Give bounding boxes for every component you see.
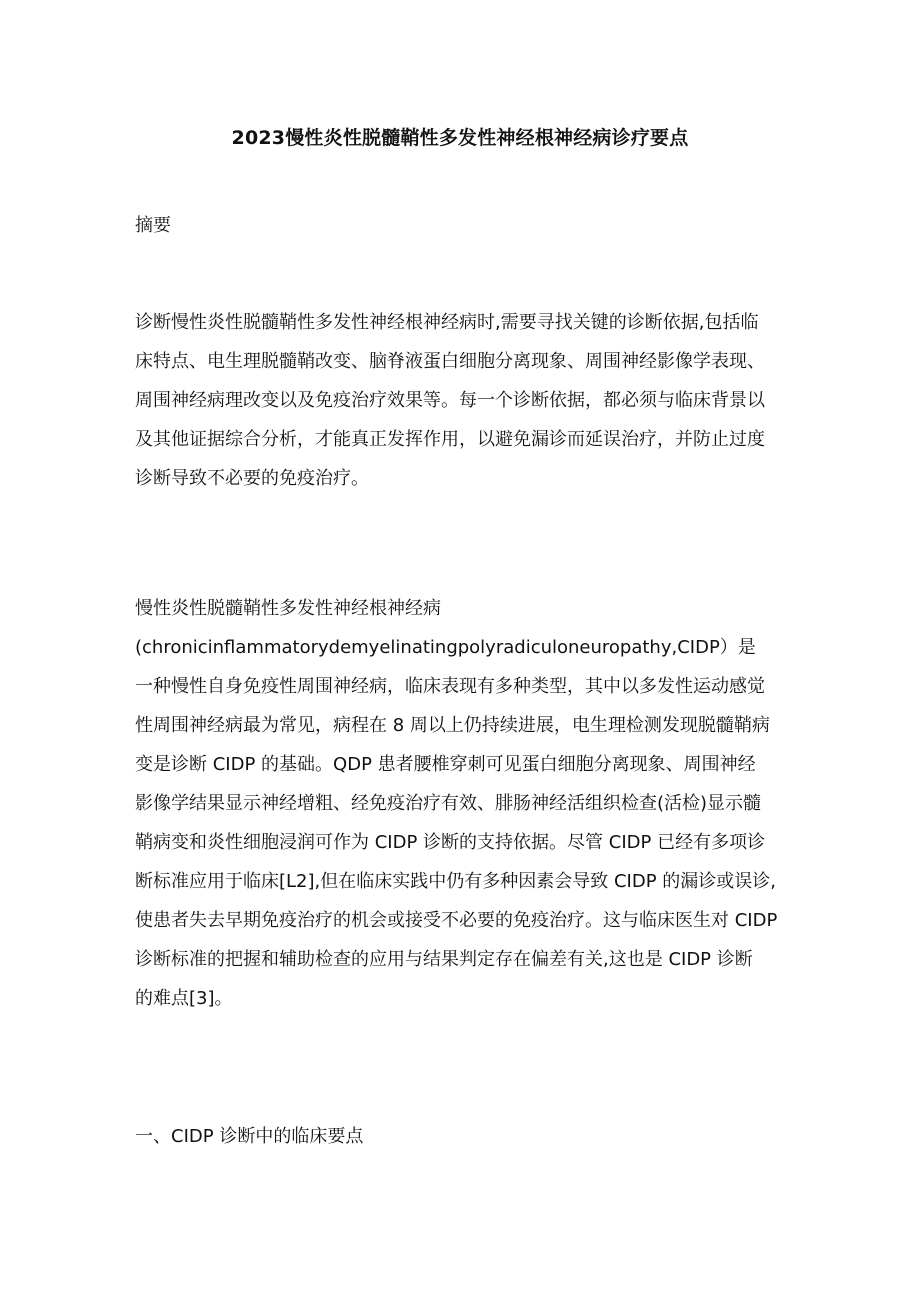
paragraph-line: 断标准应用于临床[L2],但在临床实践中仍有多种因素会导致 CIDP 的漏诊或误诊, (135, 871, 777, 892)
spread-char: 性 (315, 598, 333, 619)
intro-paragraph (135, 589, 795, 1018)
paragraph-line: 诊断慢性炎性脱髓鞘性多发性神经根神经病时,需要寻找关键的诊断依据,包括临 (135, 312, 759, 333)
paragraph-line: 床特点、电生理脱髓鞘改变、脑脊液蛋白细胞分离现象、周围神经影像学表现、 (135, 351, 765, 372)
paragraph-line: 变是诊断 CIDP 的基础。QDP 患者腰椎穿刺可见蛋白细胞分离现象、周围神经 (135, 754, 756, 775)
spread-char: 性 (153, 598, 171, 619)
paragraph-line: 诊断标准的把握和辅助检查的应用与结果判定存在偏差有关,这也是 CIDP 诊断 (135, 949, 753, 970)
paragraph-line: 影像学结果显示神经增粗、经免疫治疗有效、腓肠神经活组织检查(活检)显示髓 (135, 793, 762, 814)
spread-char: 经 (405, 598, 423, 619)
paragraph-line: (chronicinflammatorydemyelinatingpolyradiculoneuropathy,CIDP）是 (135, 637, 756, 658)
spread-char: 神 (333, 598, 351, 619)
spread-char: 神 (387, 598, 405, 619)
spread-char: 性 (261, 598, 279, 619)
spread-char: 根 (369, 598, 387, 619)
paragraph-line: 一种慢性自身免疫性周围神经病，临床表现有多种类型，其中以多发性运动感觉 (135, 676, 765, 697)
paragraph-line: 的难点[3]。 (135, 988, 233, 1009)
document-title: 2023慢性炎性脱髓鞘性多发性神经根神经病诊疗要点 (231, 127, 689, 149)
spread-char: 鞘 (243, 598, 261, 619)
spread-char: 发 (297, 598, 315, 619)
paragraph-line: 使患者失去早期免疫治疗的机会或接受不必要的免疫治疗。这与临床医生对 CIDP (135, 910, 778, 931)
spread-char: 炎 (171, 598, 189, 619)
spread-char: 性 (189, 598, 207, 619)
abstract-paragraph (135, 303, 795, 498)
paragraph-line: 鞘病变和炎性细胞浸润可作为 CIDP 诊断的支持依据。尽管 CIDP 已经有多项诊 (135, 832, 766, 853)
spread-char: 病 (423, 598, 441, 619)
paragraph-line: 及其他证据综合分析，才能真正发挥作用，以避免漏诊而延误治疗，并防止过度 (135, 429, 765, 450)
spread-char: 多 (279, 598, 297, 619)
spread-char: 慢 (135, 598, 153, 619)
abstract-label: 摘要 (135, 215, 171, 236)
spread-char: 髓 (225, 598, 243, 619)
paragraph-line: 性周围神经病最为常见，病程在 8 周以上仍持续进展，电生理检测发现脱髓鞘病 (135, 715, 770, 736)
paragraph-line: 周围神经病理改变以及免疫治疗效果等。每一个诊断依据，都必须与临床背景以 (135, 390, 765, 411)
paragraph-line: 诊断导致不必要的免疫治疗。 (135, 468, 369, 489)
paragraph-first-line (135, 589, 795, 628)
section-heading: 一、CIDP 诊断中的临床要点 (135, 1126, 364, 1147)
spread-char: 脱 (207, 598, 225, 619)
spread-char: 经 (351, 598, 369, 619)
